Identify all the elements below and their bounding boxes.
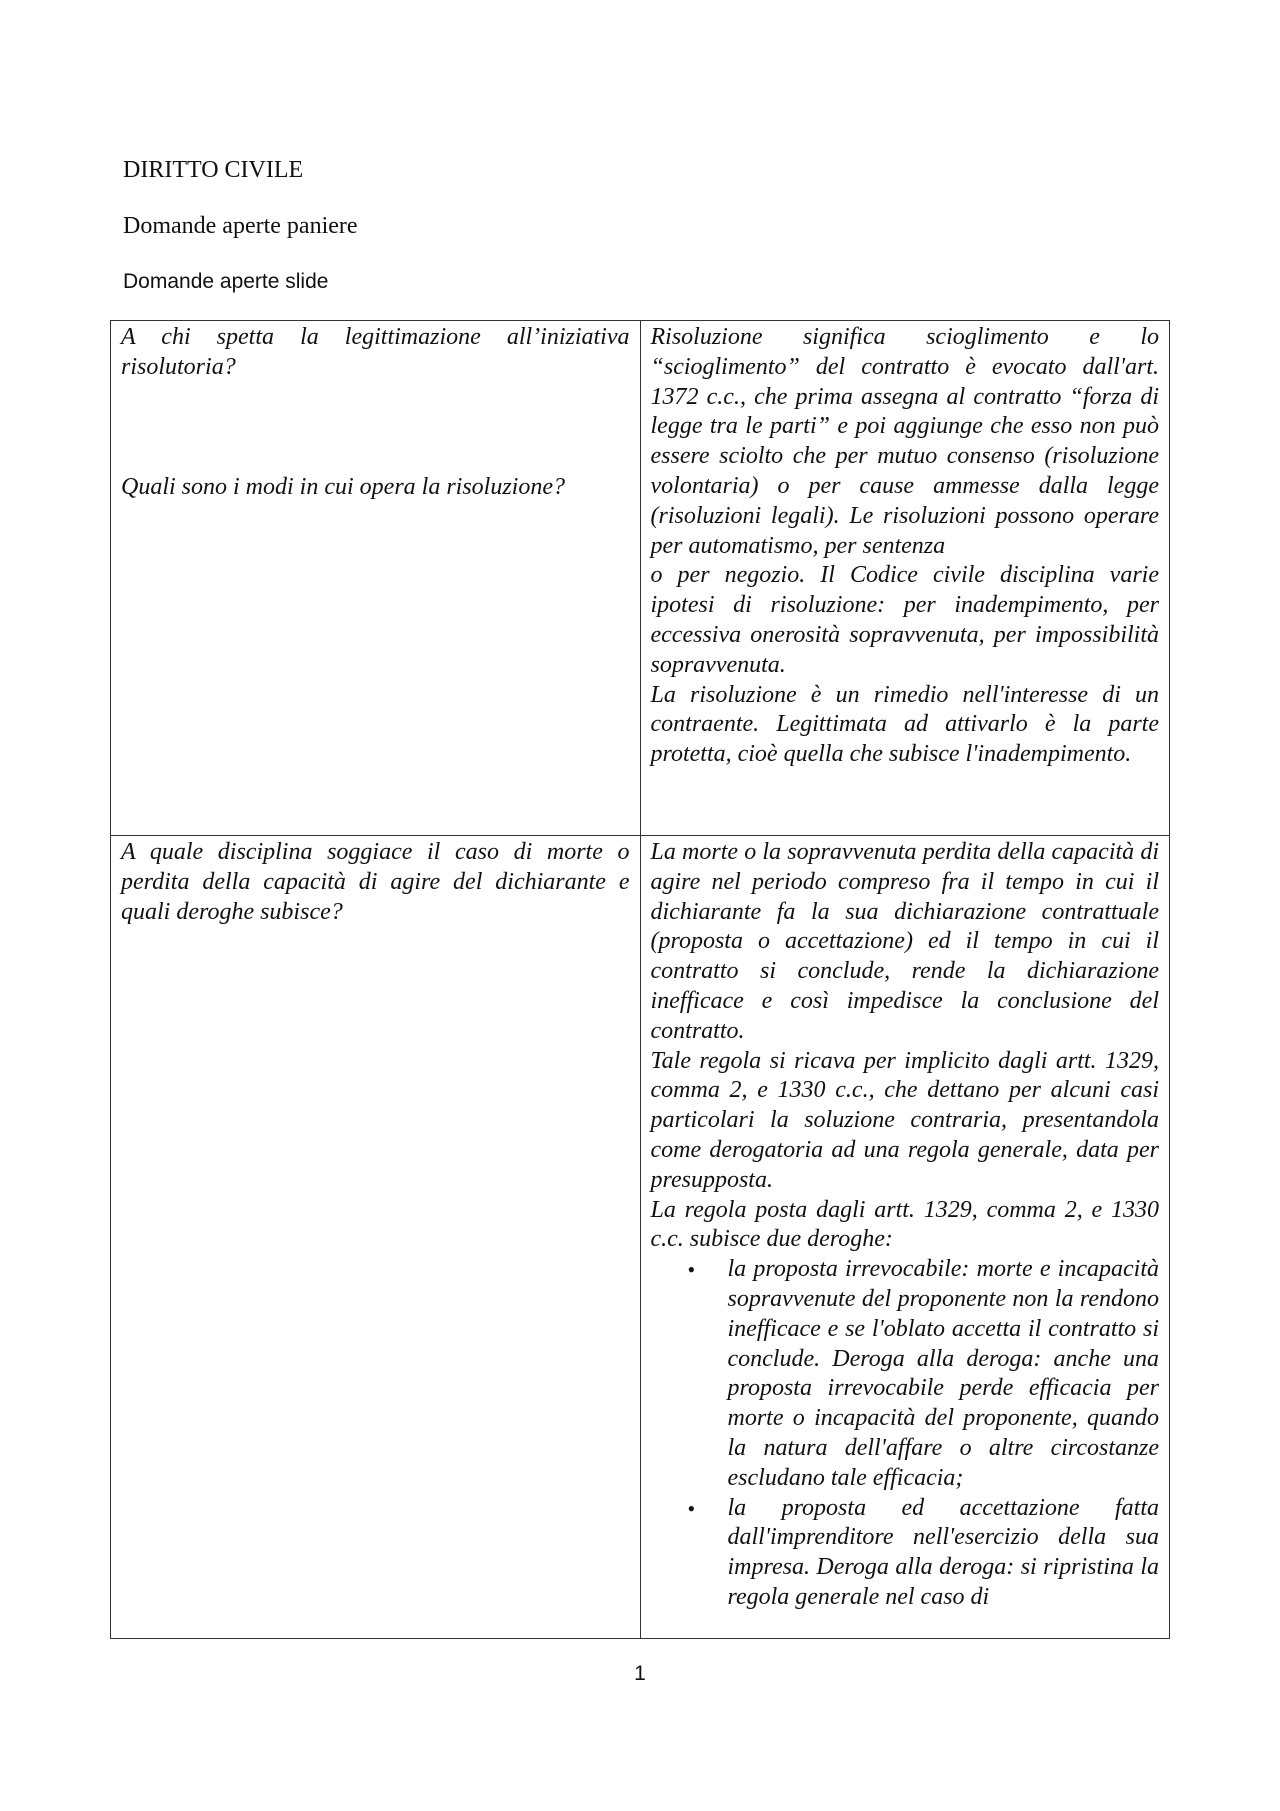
bullet-list <box>651 1255 1160 1613</box>
question-text: Quali sono i modi in cui opera la risoluzione? <box>121 473 565 500</box>
answer-paragraph: La regola posta dagli artt. 1329, comma 2, e 1330 c.c. subisce due deroghe: <box>650 1196 1159 1253</box>
question-text: A quale disciplina soggiace il caso di morte o perdita della capacità di agire del dichiarante e quali deroghe subisce? <box>121 839 630 925</box>
answer-paragraph: La risoluzione è un rimedio nell'interesse di un contraente. Legittimata ad attivarlo è la parte protetta, cioè quella che subisce l'inadempimento. <box>650 681 1159 768</box>
page-number: 1 <box>634 1662 646 1685</box>
list-item: • la proposta irrevocabile: morte e incapacità sopravvenute del proponente non la rendono inefficace e se l'oblato accetta il contratto si conclude. Deroga alla deroga: anche una proposta irrevocabile perde efficacia per morte o incapacità del proponente, quando la natura dell'affare o altre circostanze escludano tale efficacia; <box>728 1255 1160 1493</box>
answer-paragraph: Risoluzione significa scioglimento e lo “scioglimento” del contratto è evocato dall'art. 1372 c.c., che prima assegna al contratto “forza di legge tra le parti” e poi aggiunge che esso non può essere sciolto che per mutuo consenso (risoluzione volontaria) o per cause ammesse dalla legge (risoluzioni legali). Le risoluzioni possono operare per automatismo, per sentenza <box>650 324 1159 559</box>
document-title: DIRITTO CIVILE <box>123 157 304 183</box>
table-row <box>111 321 1170 836</box>
question-cell <box>111 321 641 836</box>
answer-cell <box>640 836 1170 1639</box>
document-header <box>123 152 1175 300</box>
answer-paragraph: o per negozio. Il Codice civile disciplina varie ipotesi di risoluzione: per inadempimento, per eccessiva onerosità sopravvenuta, per impossibilità sopravvenuta. <box>650 562 1159 678</box>
answer-cell <box>640 321 1170 836</box>
list-item: • la proposta ed accettazione fatta dall'imprenditore nell'esercizio della sua impresa. Deroga alla deroga: si ripristina la regola generale nel caso di <box>728 1494 1160 1613</box>
answer-paragraph: Tale regola si ricava per implicito dagli artt. 1329, comma 2, e 1330 c.c., che dettano per alcuni casi particolari la soluzione contraria, presentandola come derogatoria ad una regola generale, data per presupposta. <box>650 1047 1159 1193</box>
question-cell <box>111 836 641 1639</box>
question-text: A chi spetta la legittimazione all’iniziativa risolutoria? <box>121 324 630 380</box>
qa-table <box>110 320 1170 1639</box>
document-subtitle: Domande aperte paniere <box>123 213 358 239</box>
answer-paragraph: La morte o la sopravvenuta perdita della capacità di agire nel periodo compreso fra il tempo in cui il dichiarante fa la sua dichiarazione contrattuale (proposta o accettazione) ed il tempo in cui il contratto si conclude, rende la dichiarazione inefficace e così impedisce la conclusione del contratto. <box>650 839 1159 1044</box>
document-subtitle-slide: Domande aperte slide <box>123 270 329 293</box>
table-row <box>111 836 1170 1639</box>
